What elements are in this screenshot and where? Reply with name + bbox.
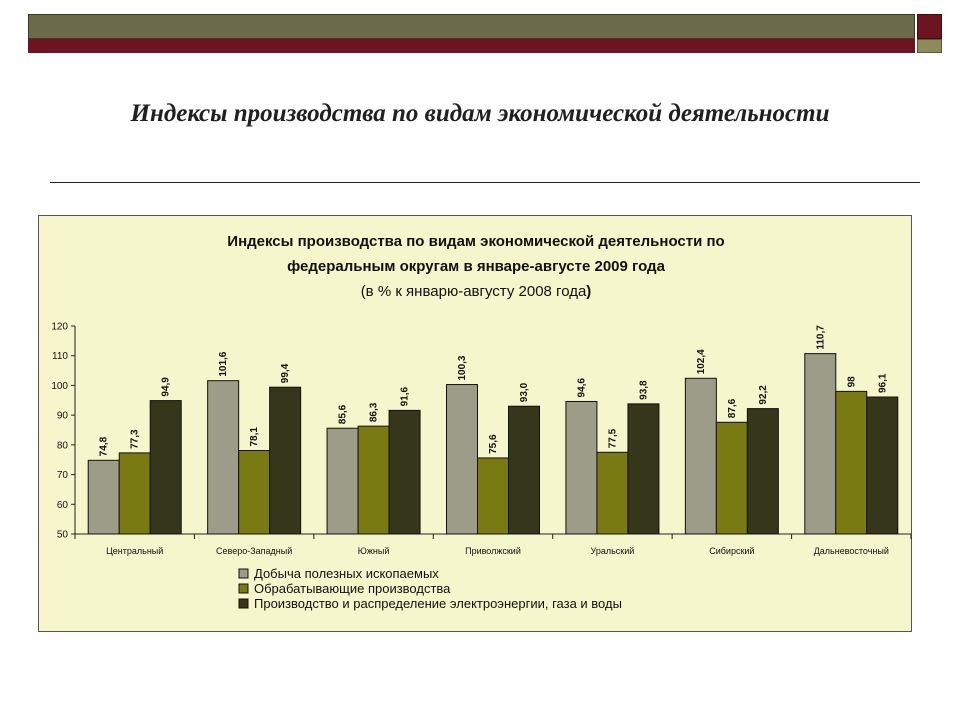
x-category-label: Северо-Западный xyxy=(216,546,293,556)
data-label: 94,6 xyxy=(576,378,588,398)
data-label: 86,3 xyxy=(368,402,380,423)
data-label: 96,1 xyxy=(877,373,889,394)
data-label: 102,4 xyxy=(695,349,707,375)
y-tick-label: 100 xyxy=(51,380,68,392)
x-category-label: Уральский xyxy=(590,546,635,556)
bar-1 xyxy=(566,401,597,534)
legend-label: Производство и распределение электроэнергии, газа и воды xyxy=(254,596,622,611)
data-label: 98 xyxy=(846,376,858,388)
bar-3 xyxy=(867,397,898,534)
x-category-label: Центральный xyxy=(106,546,164,556)
data-label: 77,5 xyxy=(607,428,619,449)
data-label: 99,4 xyxy=(280,363,292,384)
data-label: 91,6 xyxy=(399,386,411,407)
data-label: 93,0 xyxy=(519,382,530,403)
legend-label: Обрабатывающие производства xyxy=(254,581,451,596)
bar-1 xyxy=(88,460,119,534)
header-bar-dark xyxy=(28,14,915,39)
y-tick-label: 110 xyxy=(52,351,68,363)
bar-2 xyxy=(478,458,509,534)
bar-1 xyxy=(685,378,716,534)
chart-panel xyxy=(38,215,912,632)
data-label: 93,8 xyxy=(638,380,650,400)
legend-swatch xyxy=(239,584,248,593)
bar-2 xyxy=(119,453,150,534)
bar-3 xyxy=(270,387,301,534)
bar-2 xyxy=(239,451,270,534)
data-label: 74,8 xyxy=(98,436,110,457)
legend-swatch xyxy=(239,569,248,578)
bar-chart xyxy=(39,216,913,633)
data-label: 78,1 xyxy=(249,427,261,447)
chart-title-line2: федеральным округам в январе-августе 2009 года xyxy=(287,258,665,275)
y-tick-label: 80 xyxy=(56,440,68,452)
x-category-label: Сибирский xyxy=(709,546,755,556)
bar-2 xyxy=(716,422,747,534)
bar-2 xyxy=(836,391,867,534)
legend-swatch xyxy=(239,599,248,608)
y-tick-label: 120 xyxy=(51,321,68,333)
chart-subtitle-paren: ) xyxy=(586,283,592,300)
bar-1 xyxy=(447,385,478,534)
corner-square-top xyxy=(917,14,942,39)
chart-subtitle-text: (в % к январю-августу 2008 года xyxy=(360,283,587,300)
legend xyxy=(239,566,622,611)
bar-2 xyxy=(597,452,628,534)
corner-square-bottom xyxy=(917,39,942,53)
x-category-label: Приволжский xyxy=(465,546,521,556)
plot-area xyxy=(51,322,911,557)
bar-2 xyxy=(358,426,389,534)
bar-1 xyxy=(805,354,836,534)
data-label: 87,6 xyxy=(726,398,738,419)
bar-1 xyxy=(208,381,239,534)
y-tick-label: 60 xyxy=(56,499,68,511)
x-category-label: Дальневосточный xyxy=(813,546,889,556)
chart-title-line3 xyxy=(361,283,592,300)
chart-title-line1: Индексы производства по видам экономической деятельности по xyxy=(227,233,725,250)
bar-3 xyxy=(509,406,540,534)
bar-3 xyxy=(628,404,659,534)
data-label: 75,6 xyxy=(488,434,499,454)
bar-3 xyxy=(389,410,420,534)
x-category-label: Южный xyxy=(357,546,390,556)
y-tick-label: 70 xyxy=(56,470,68,482)
title-divider xyxy=(50,182,920,183)
data-label: 94,9 xyxy=(160,377,172,397)
legend-label: Добыча полезных ископаемых xyxy=(254,566,439,581)
data-label: 100,3 xyxy=(457,355,468,381)
data-label: 110,7 xyxy=(815,325,827,350)
data-label: 77,3 xyxy=(129,429,141,449)
data-label: 85,6 xyxy=(337,404,349,425)
y-tick-label: 90 xyxy=(56,410,68,422)
data-label: 92,2 xyxy=(757,385,769,405)
bar-1 xyxy=(327,428,358,534)
data-label: 101,6 xyxy=(218,351,230,377)
header-bar-red xyxy=(28,39,915,53)
bar-3 xyxy=(150,401,181,534)
y-tick-label: 50 xyxy=(56,529,68,541)
bar-3 xyxy=(747,409,778,534)
slide-title: Индексы производства по видам экономической деятельности xyxy=(130,100,830,127)
